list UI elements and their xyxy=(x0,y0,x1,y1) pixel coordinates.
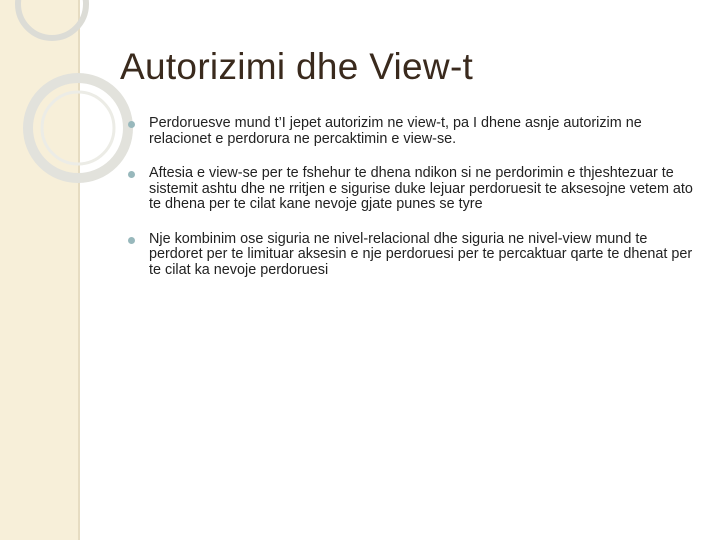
bullet-text: Nje kombinim ose siguria ne nivel-relacional dhe siguria ne nivel-view mund te perdoret per te limituar aksesin e nje perdoruesi per te percaktuar qarte te dhenat per te cilat ka nevoje perdoruesi xyxy=(149,230,693,278)
bullet-dot-icon xyxy=(128,121,135,128)
bullet-item xyxy=(128,232,700,279)
slide-title: Autorizimi dhe View-t xyxy=(120,46,474,87)
bullet-dot-icon xyxy=(128,171,135,178)
bullet-text: Aftesia e view-se per te fshehur te dhena ndikon si ne perdorimin e thjeshtezuar te sistemit ashtu dhe ne rritjen e sigurise duke lejuar perdoruesit te aksesojne vetem ato te dhena per te cilat kane nevoje gjate punes se tyre xyxy=(149,165,693,212)
bullet-item xyxy=(128,166,700,213)
bullet-dot-icon xyxy=(128,237,135,244)
decorative-ring-inner xyxy=(42,92,114,164)
bullet-text: Perdoruesve mund t’I jepet autorizim ne view-t, pa I dhene asnje autorizim ne relacionet e perdorura ne percaktimin e view-se. xyxy=(149,115,642,147)
bullet-list xyxy=(128,116,700,297)
bullet-item xyxy=(128,116,700,147)
decorative-ring-outer xyxy=(18,0,86,38)
